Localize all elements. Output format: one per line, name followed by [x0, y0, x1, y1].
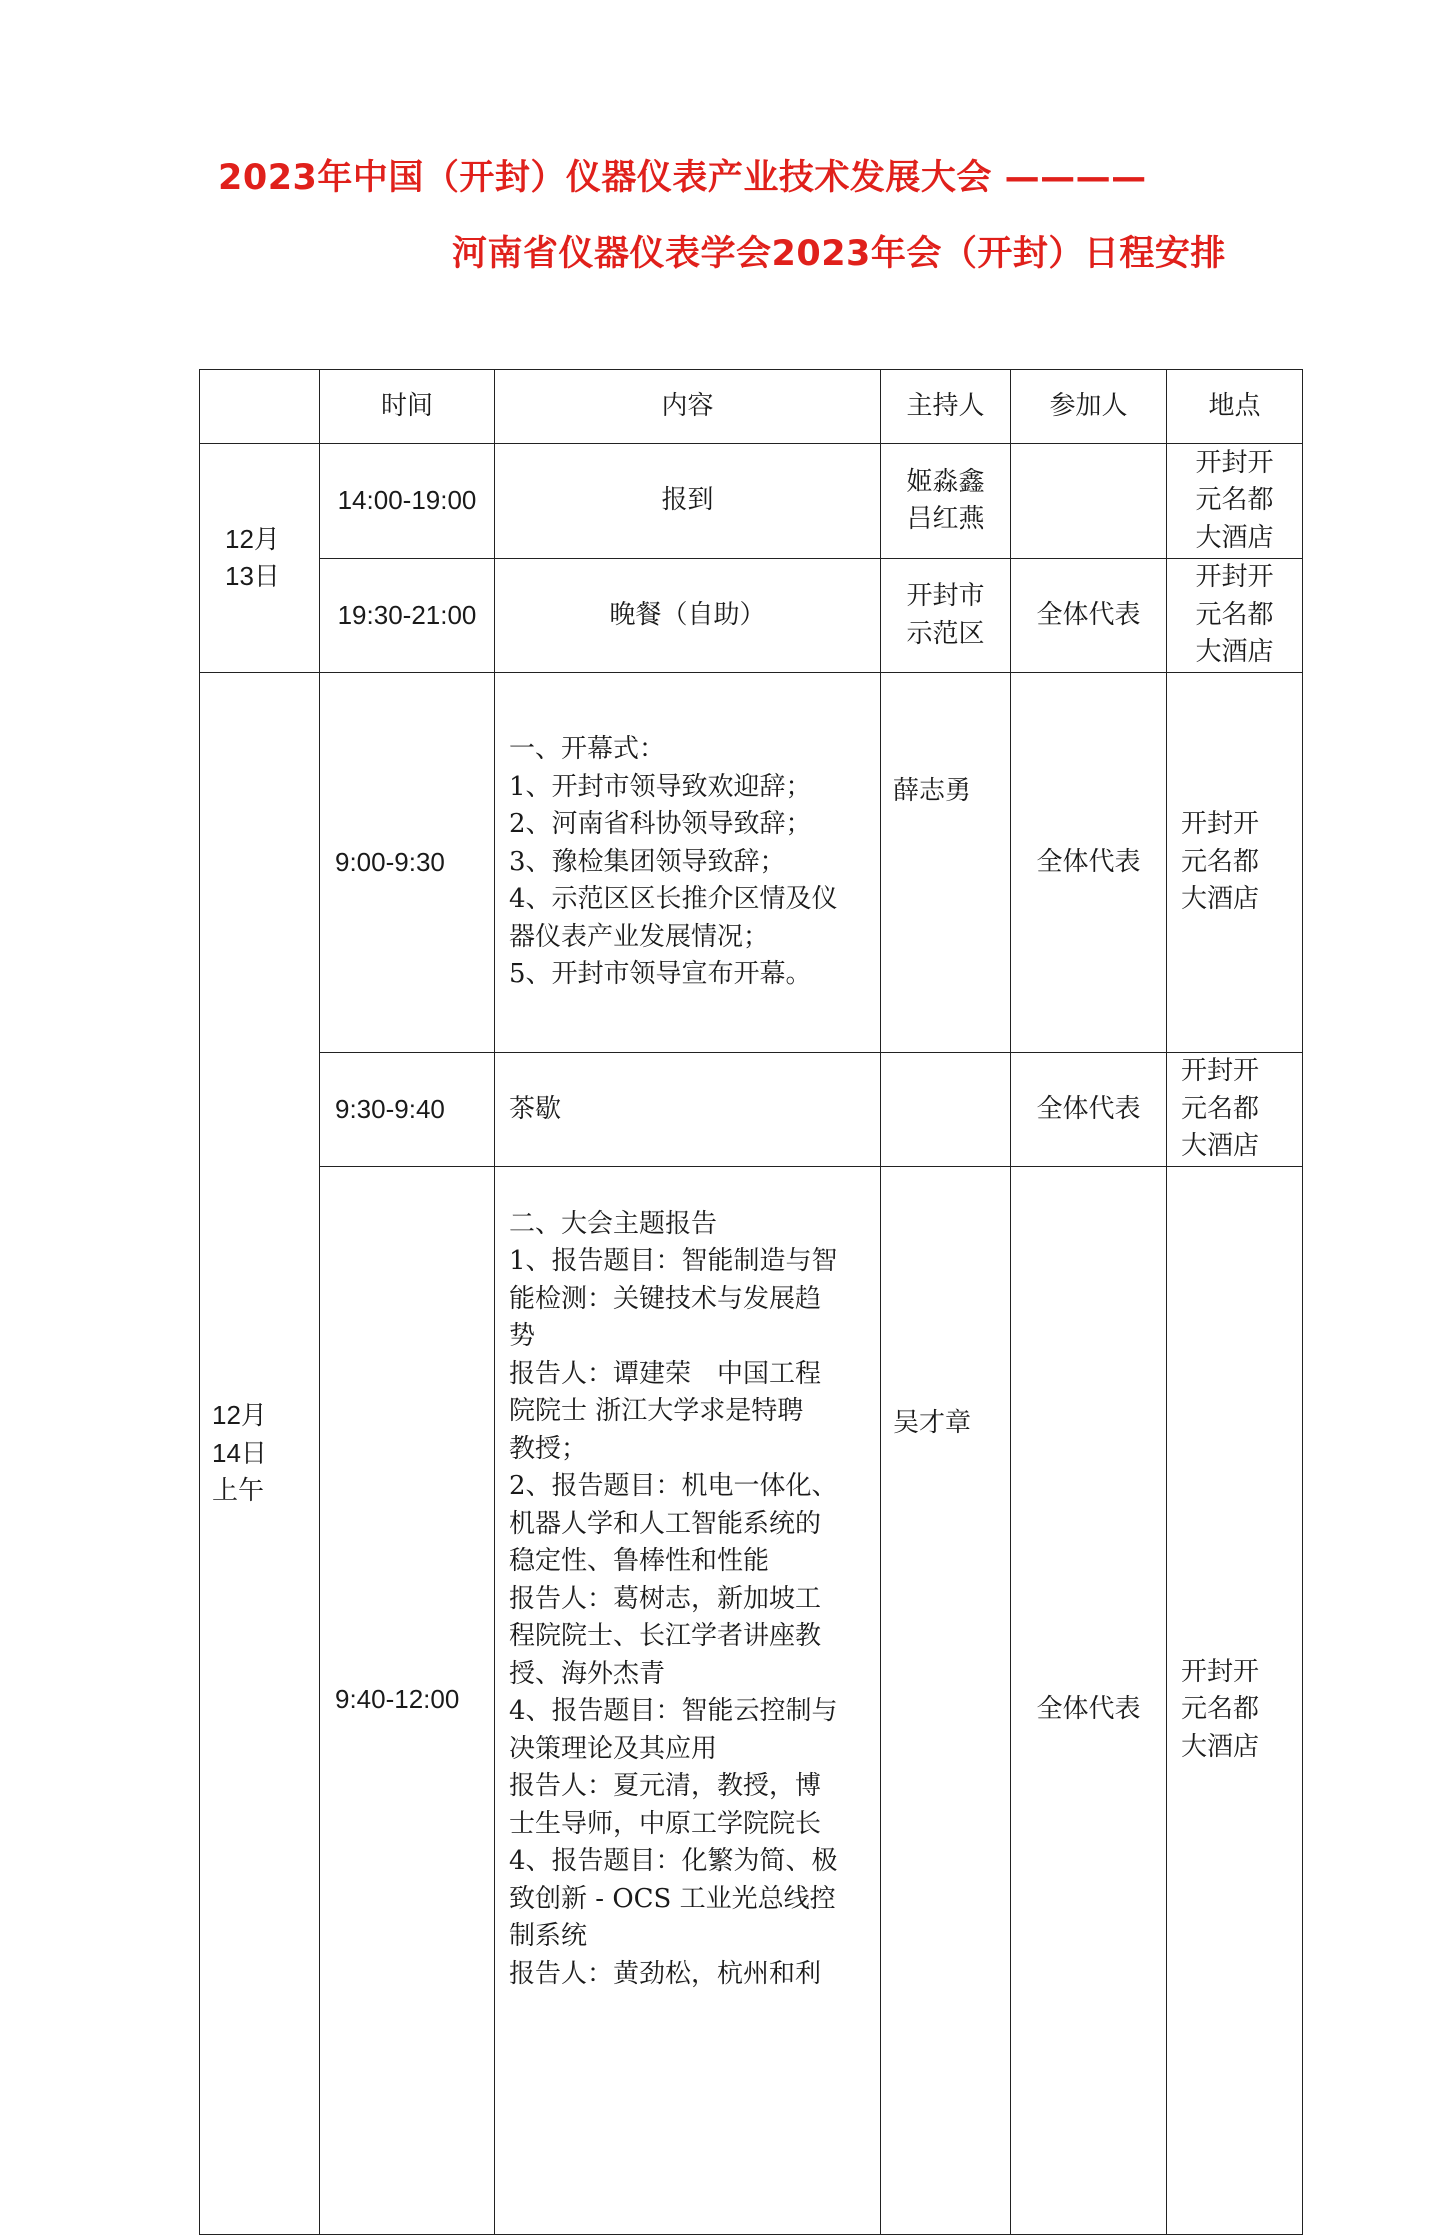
content-cell — [495, 1166, 881, 2234]
table-row — [200, 559, 1303, 673]
participants-cell: 全体代表 — [1011, 1166, 1167, 2234]
host-line: 吕红燕 — [906, 504, 985, 534]
location-line: 大酒店 — [1195, 637, 1274, 668]
content-line: 致创新 - OCS 工业光总线控 — [509, 1883, 836, 1914]
location-line: 开封开 — [1195, 447, 1274, 478]
content-line: 院院士 浙江大学求是特聘 — [509, 1396, 804, 1426]
host-cell — [881, 444, 1011, 559]
host-cell: 吴才章 — [881, 1166, 1011, 2234]
date-line: 12月 — [212, 1400, 267, 1430]
location-line: 元名都 — [1181, 846, 1260, 877]
location-line: 元名都 — [1195, 599, 1274, 630]
date-line: 上午 — [212, 1475, 265, 1505]
location-line: 元名都 — [1181, 1694, 1260, 1725]
content-line: 4、报告题目：智能云控制与 — [509, 1696, 838, 1726]
host-line: 姬淼鑫 — [906, 466, 985, 497]
location-line: 大酒店 — [1181, 1731, 1260, 1762]
content-line: 一、开幕式： — [509, 734, 666, 765]
content-line: 二、大会主题报告 — [509, 1208, 718, 1239]
content-cell — [495, 673, 881, 1053]
date-line: 14日 — [212, 1437, 267, 1468]
participants-cell: 全体代表 — [1011, 673, 1167, 1053]
content-line: 2、河南省科协领导致辞； — [509, 809, 812, 840]
content-line: 机器人学和人工智能系统的 — [509, 1508, 822, 1539]
host-line: 示范区 — [906, 618, 985, 649]
location-line: 开封开 — [1195, 562, 1274, 593]
time-cell: 14:00-19:00 — [320, 444, 495, 559]
content-line: 授、海外杰青 — [509, 1658, 666, 1689]
time-cell: 19:30-21:00 — [320, 559, 495, 673]
content-line: 能检测：关键技术与发展趋 — [509, 1283, 822, 1314]
location-line: 开封开 — [1181, 809, 1260, 840]
date-line: 13日 — [225, 561, 280, 591]
content-line: 士生导师，中原工学院院长 — [509, 1808, 822, 1839]
header-location: 地点 — [1167, 370, 1303, 444]
location-line: 开封开 — [1181, 1656, 1260, 1687]
table-header-row — [200, 370, 1303, 444]
table-row — [200, 444, 1303, 559]
location-line: 元名都 — [1181, 1093, 1260, 1124]
location-line: 元名都 — [1195, 485, 1274, 516]
header-time: 时间 — [320, 370, 495, 444]
location-line: 大酒店 — [1181, 884, 1260, 915]
schedule-table — [199, 369, 1303, 2235]
content-line: 决策理论及其应用 — [509, 1733, 718, 1764]
location-cell — [1167, 1053, 1303, 1167]
header-participants: 参加人 — [1011, 370, 1167, 444]
content-line: 稳定性、鲁棒性和性能 — [509, 1546, 770, 1576]
content-line: 制系统 — [509, 1921, 588, 1951]
document-title-line2: 河南省仪器仪表学会2023年会（开封）日程安排 — [452, 234, 1226, 274]
time-cell: 9:40-12:00 — [320, 1166, 495, 2234]
host-cell — [881, 1053, 1011, 1167]
time-cell: 9:00-9:30 — [320, 673, 495, 1053]
content-line: 1、报告题目：智能制造与智 — [509, 1246, 838, 1276]
participants-cell: 全体代表 — [1011, 1053, 1167, 1167]
content-line: 2、报告题目：机电一体化、 — [509, 1471, 838, 1501]
participants-cell — [1011, 444, 1167, 559]
date-cell-dec14 — [200, 673, 320, 2235]
location-cell — [1167, 673, 1303, 1053]
content-line: 3、豫检集团领导致辞； — [509, 846, 786, 877]
content-line: 1、开封市领导致欢迎辞； — [509, 771, 812, 802]
location-cell — [1167, 559, 1303, 673]
content-line: 教授； — [509, 1433, 588, 1464]
content-line: 势 — [509, 1321, 536, 1351]
location-cell — [1167, 1166, 1303, 2234]
location-cell — [1167, 444, 1303, 559]
content-line: 4、示范区区长推介区情及仪 — [509, 884, 838, 915]
time-cell: 9:30-9:40 — [320, 1053, 495, 1167]
content-line: 报告人：夏元清，教授，博 — [509, 1771, 822, 1801]
header-host: 主持人 — [881, 370, 1011, 444]
host-cell: 薛志勇 — [881, 673, 1011, 1053]
host-cell — [881, 559, 1011, 673]
host-line: 开封市 — [906, 581, 985, 611]
date-line: 12月 — [225, 523, 280, 554]
content-line: 程院院士、长江学者讲座教 — [509, 1621, 822, 1651]
date-cell-dec13 — [200, 444, 320, 673]
content-cell: 茶歇 — [495, 1053, 881, 1167]
table-row — [200, 1166, 1303, 2234]
content-line: 报告人：葛树志，新加坡工 — [509, 1583, 822, 1614]
header-content: 内容 — [495, 370, 881, 444]
content-line: 4、报告题目：化繁为简、极 — [509, 1846, 838, 1876]
table-row — [200, 673, 1303, 1053]
content-line: 报告人：黄劲松，杭州和利 — [509, 1958, 822, 1989]
table-row — [200, 1053, 1303, 1167]
content-line: 报告人：谭建荣 中国工程 — [509, 1358, 822, 1389]
location-line: 大酒店 — [1195, 522, 1274, 553]
location-line: 开封开 — [1181, 1056, 1260, 1086]
header-date — [200, 370, 320, 444]
content-cell: 晚餐（自助） — [495, 559, 881, 673]
content-line: 5、开封市领导宣布开幕。 — [509, 959, 812, 990]
document-title-line1: 2023年中国（开封）仪器仪表产业技术发展大会 ———— — [218, 158, 1147, 198]
location-line: 大酒店 — [1181, 1131, 1260, 1161]
participants-cell: 全体代表 — [1011, 559, 1167, 673]
content-line: 器仪表产业发展情况； — [509, 921, 770, 952]
content-cell: 报到 — [495, 444, 881, 559]
